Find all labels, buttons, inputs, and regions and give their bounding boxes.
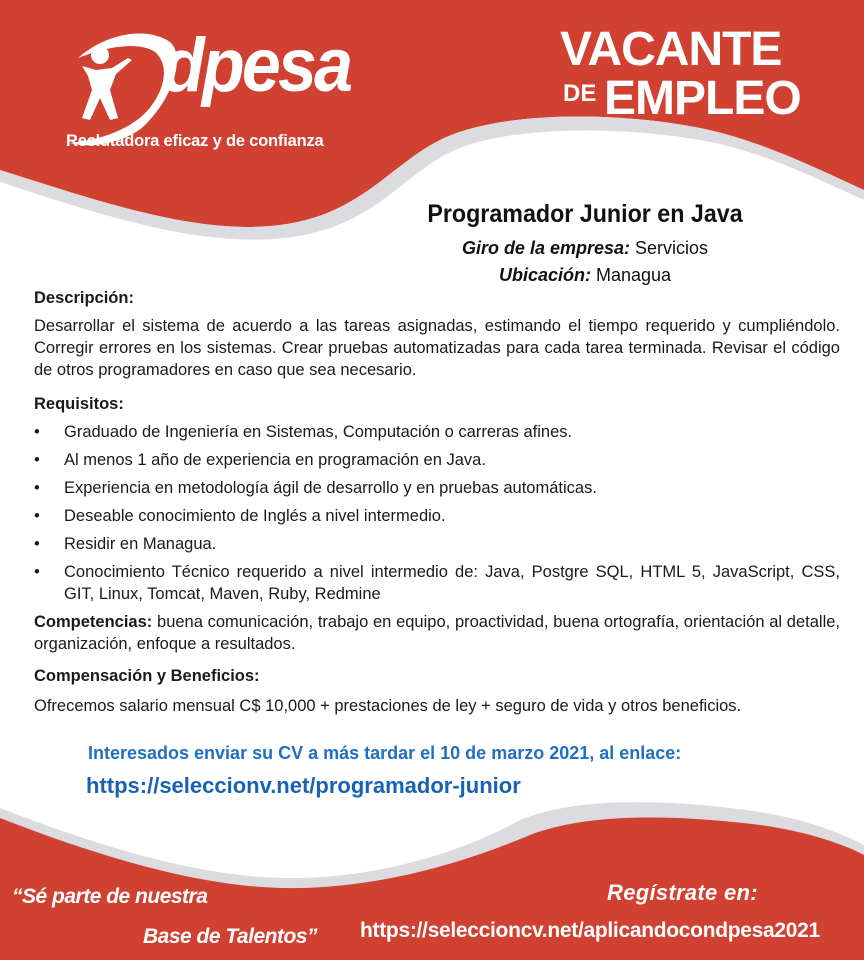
requirements-heading: Requisitos:	[34, 395, 124, 413]
requirement-item: • Experiencia en metodología ágil de desarrollo y en pruebas automáticas.	[34, 477, 840, 499]
industry-value: Servicios	[635, 238, 709, 258]
industry-label: Giro de la empresa:	[461, 238, 631, 258]
compensation-text: Ofrecemos salario mensual C$ 10,000 + prestaciones de ley + seguro de vida y otros beneficios.	[34, 697, 742, 715]
description-text: Desarrollar el sistema de acuerdo a las tareas asignadas, estimando el tiempo requerido y cumpliéndolo. Corregir errores en los sistemas. Crear pruebas automatizadas para cada tarea terminada. Revisar el código de otros programadores en caso que sea necesario.	[34, 317, 840, 379]
brand-logo: dpesa	[162, 23, 351, 108]
register-link[interactable]: https://seleccioncv.net/aplicandocondpesa2021	[360, 919, 820, 942]
brand-tagline: Reclutadora eficaz y de confianza	[66, 132, 324, 150]
footer-quote-line1: “Sé parte de nuestra	[12, 885, 208, 908]
competencies-paragraph	[34, 611, 840, 655]
requirement-item: • Graduado de Ingeniería en Sistemas, Computación o carreras afines.	[34, 421, 840, 443]
requirement-item: • Al menos 1 año de experiencia en programación en Java.	[34, 449, 840, 471]
requirement-item: • Deseable conocimiento de Inglés a nivel intermedio.	[34, 505, 840, 527]
competencies-heading: Competencias:	[34, 613, 153, 631]
competencies-text: buena comunicación, trabajo en equipo, proactividad, buena ortografía, orientación al detalle, organización, enfoque a resultados.	[34, 613, 840, 653]
application-link[interactable]: https://seleccionv.net/programador-junior	[86, 773, 521, 798]
register-label: Regístrate en:	[607, 880, 758, 905]
footer-quote-line2: Base de Talentos”	[143, 925, 317, 948]
compensation-heading: Compensación y Beneficios:	[34, 667, 260, 685]
requirements-list	[34, 421, 840, 605]
banner-empleo: EMPLEO	[604, 72, 801, 125]
job-details	[34, 287, 840, 717]
cta-text: Interesados enviar su CV a más tardar el 10 de marzo 2021, al enlace:	[88, 743, 682, 763]
banner-de: DE	[563, 80, 597, 107]
location-line	[340, 265, 830, 286]
location-label: Ubicación:	[498, 265, 591, 285]
description-heading: Descripción:	[34, 289, 134, 307]
requirement-item: • Residir en Managua.	[34, 533, 840, 555]
industry-line	[340, 238, 830, 259]
job-title: Programador Junior en Java	[427, 200, 743, 228]
banner-vacante: VACANTE	[560, 23, 782, 76]
requirement-item: • Conocimiento Técnico requerido a nivel intermedio de: Java, Postgre SQL, HTML 5, JavaScript, CSS, GIT, Linux, Tomcat, Maven, Ruby, Redmine	[34, 561, 840, 605]
location-value: Managua	[595, 265, 672, 285]
